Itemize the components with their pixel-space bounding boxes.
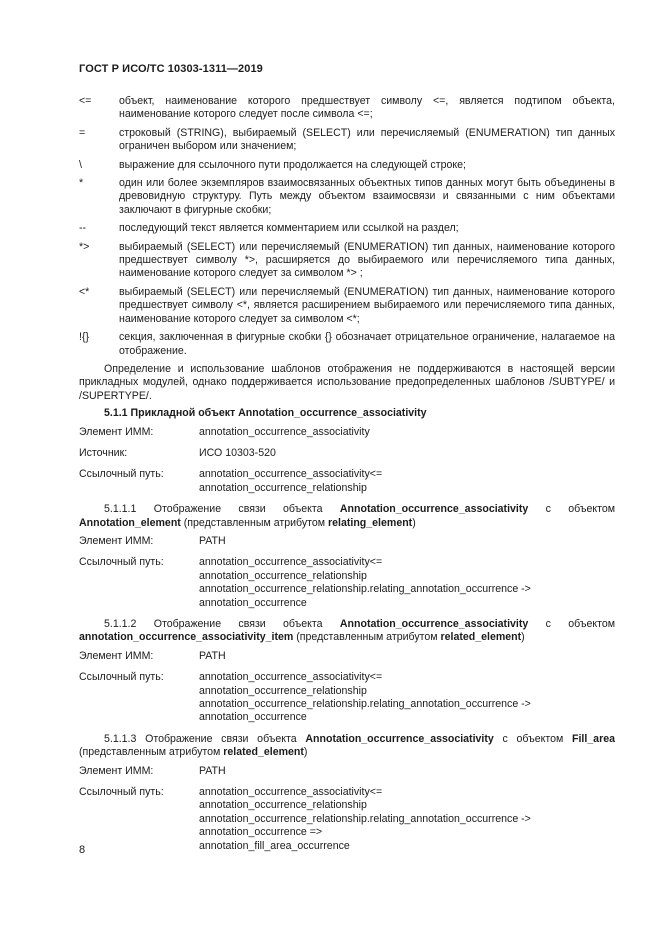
- subsection-pre: Отображение связи объекта: [153, 503, 323, 516]
- mapping-label: Ссылочный путь:: [79, 468, 164, 481]
- mapping-value-line: PATH: [199, 534, 226, 547]
- mapping-row: [79, 671, 615, 725]
- mapping-label: Элемент ИММ:: [79, 534, 154, 547]
- subsection-object: Annotation_occurrence_associativity: [339, 618, 529, 630]
- subsections: [79, 503, 615, 853]
- mapping-row: [79, 468, 615, 495]
- mapping-row: [79, 556, 615, 610]
- subsection-attribute: related_element: [223, 746, 304, 759]
- subsection-pre: Отображение связи объекта: [153, 618, 323, 630]
- definition-symbol: \: [79, 158, 82, 171]
- definition-text: последующий текст является комментарием или ссылкой на раздел;: [119, 222, 459, 235]
- definition-symbol: *>: [79, 240, 90, 253]
- mapping-value-line: annotation_occurrence: [199, 596, 307, 609]
- mapping-value: [199, 426, 615, 439]
- definition-symbol: =: [79, 126, 86, 139]
- definition-text: объект, наименование которого предшествует символу <=, является подтипом объекта, наименование которого следует после символа <=;: [119, 95, 615, 121]
- subsection-mid: с объектом: [545, 618, 616, 630]
- intro-paragraph: Определение и использование шаблонов отображения не поддерживаются в настоящей версии прикладных модулей, однако поддерживается использование предопределенных шаблонов /SUBTYPE/ и /SUPERTYPE/.: [79, 362, 615, 402]
- mapping-value-line: annotation_occurrence_associativity<=: [199, 556, 383, 569]
- subsection-attribute: relating_element: [328, 516, 413, 529]
- definition-symbol: *: [79, 177, 84, 190]
- mapping-value-line: annotation_occurrence_relationship.relating_annotation_occurrence ->: [199, 812, 531, 825]
- subsection-attribute: related_element: [440, 631, 522, 644]
- subsection-object: Annotation_occurrence_associativity: [305, 732, 494, 745]
- definition-item: [79, 127, 615, 154]
- subsection-mapping-table: [79, 650, 615, 725]
- mapping-value: [199, 468, 615, 495]
- mapping-value-line: annotation_occurrence: [199, 711, 307, 724]
- definition-symbol: !{}: [79, 331, 90, 344]
- definition-symbol: <=: [79, 95, 92, 107]
- subsection-post: (представленным атрибутом: [296, 631, 438, 644]
- section-title: Прикладной объект Annotation_occurrence_associativity: [130, 407, 427, 420]
- definition-text: строковый (STRING), выбираемый (SELECT) или перечисляемый (ENUMERATION) тип данных ограничен выбором или значением;: [119, 126, 615, 153]
- mapping-value-line: annotation_occurrence_relationship: [199, 481, 367, 494]
- mapping-value-line: annotation_occurrence =>: [199, 826, 323, 839]
- subsection-heading: [79, 618, 615, 645]
- mapping-value: [199, 671, 615, 725]
- subsection-target: annotation_occurrence_associativity_item: [79, 631, 294, 644]
- mapping-value-line: annotation_occurrence_relationship: [199, 569, 367, 582]
- definition-text: выражение для ссылочного пути продолжается на следующей строке;: [119, 158, 466, 171]
- page-number: 8: [79, 844, 86, 856]
- mapping-value: [199, 535, 615, 548]
- mapping-row: [79, 535, 615, 548]
- section-number: 5.1.1: [104, 407, 128, 420]
- mapping-value-line: PATH: [199, 764, 226, 777]
- definition-symbol: <*: [79, 285, 90, 298]
- subsection-heading: [79, 733, 615, 760]
- definition-symbol: --: [79, 222, 87, 235]
- definition-text: выбираемый (SELECT) или перечисляемый (ENUMERATION) тип данных, наименование которого предшествует символу *>, расширяется до выбираемого или перечисляемого типа данных, наименование которого следует за символом *> ;: [119, 240, 615, 280]
- mapping-value: [199, 447, 615, 460]
- subsection-target: Annotation_element: [79, 516, 181, 529]
- subsection-close: ): [303, 746, 308, 759]
- mapping-value: [199, 650, 615, 663]
- subsection-mid: с объектом: [545, 503, 616, 516]
- subsection-number: 5.1.1.1: [104, 503, 137, 516]
- subsection-object: Annotation_occurrence_associativity: [339, 503, 529, 516]
- mapping-row: [79, 426, 615, 439]
- mapping-label: Источник:: [79, 446, 128, 459]
- mapping-row: [79, 447, 615, 460]
- mapping-row: [79, 650, 615, 663]
- mapping-value-line: PATH: [199, 649, 226, 662]
- definition-item: [79, 241, 615, 281]
- mapping-value-line: annotation_occurrence_relationship: [199, 799, 367, 812]
- subsection-mid: с объектом: [502, 732, 564, 745]
- page-header: ГОСТ Р ИСО/ТС 10303-1311—2019: [79, 63, 263, 75]
- mapping-value: [199, 765, 615, 778]
- mapping-value: [199, 556, 615, 610]
- subsection-close: ): [412, 516, 416, 529]
- definition-item: [79, 159, 615, 172]
- mapping-value-line: annotation_occurrence_relationship.relating_annotation_occurrence ->: [199, 583, 531, 596]
- subsection-mapping-table: [79, 765, 615, 853]
- mapping-value-line: annotation_fill_area_occurrence: [199, 839, 350, 852]
- mapping-row: [79, 786, 615, 853]
- subsection-pre: Отображение связи объекта: [145, 732, 297, 745]
- section-mapping-table: [79, 426, 615, 496]
- definition-text: секция, заключенная в фигурные скобки {} обозначает отрицательное ограничение, налагаемое на отображение.: [119, 331, 615, 357]
- mapping-label: Элемент ИММ:: [79, 649, 154, 662]
- mapping-label: Ссылочный путь:: [79, 556, 164, 569]
- mapping-value-line: annotation_occurrence_relationship: [199, 684, 367, 697]
- subsection-mapping-table: [79, 535, 615, 610]
- mapping-label: Ссылочный путь:: [79, 786, 164, 799]
- subsection-post: (представленным атрибутом: [79, 746, 221, 759]
- mapping-row: [79, 765, 615, 778]
- mapping-value-line: annotation_occurrence_associativity<=: [199, 671, 383, 684]
- mapping-value: [199, 786, 615, 853]
- definition-text: один или более экземпляров взаимосвязанных объектных типов данных могут быть объединены в древовидную структуру. Путь между объектом взаимосвязи и связанными с ним объектами заключают в фигурные скобки;: [119, 177, 615, 216]
- definition-text: выбираемый (SELECT) или перечисляемый (ENUMERATION) тип данных, наименование которого предшествует символу <*, является расширением выбираемого или перечисляемого типа данных, наименование которого следует за символом <*;: [119, 285, 615, 325]
- definition-item: [79, 331, 615, 358]
- mapping-value-line: annotation_occurrence_associativity: [199, 425, 370, 438]
- mapping-value-line: ИСО 10303-520: [199, 446, 276, 459]
- mapping-value-line: annotation_occurrence_relationship.relating_annotation_occurrence ->: [199, 698, 531, 711]
- definition-item: [79, 222, 615, 235]
- mapping-label: Элемент ИММ:: [79, 764, 154, 777]
- mapping-label: Ссылочный путь:: [79, 671, 164, 684]
- subsection-heading: [79, 503, 615, 530]
- mapping-value-line: annotation_occurrence_associativity<=: [199, 468, 383, 481]
- subsection-close: ): [521, 631, 525, 644]
- definition-item: [79, 286, 615, 326]
- definition-item: [79, 95, 615, 122]
- definition-item: [79, 177, 615, 217]
- symbol-definitions-list: [79, 95, 615, 358]
- page-content: [79, 95, 615, 861]
- mapping-label: Элемент ИММ:: [79, 425, 154, 438]
- subsection-target: Fill_area: [571, 732, 615, 745]
- mapping-value-line: annotation_occurrence_associativity<=: [199, 786, 383, 799]
- subsection-post: (представленным атрибутом: [183, 516, 326, 529]
- subsection-number: 5.1.1.2: [104, 618, 137, 630]
- section-heading: [79, 407, 615, 420]
- subsection-number: 5.1.1.3: [104, 732, 137, 745]
